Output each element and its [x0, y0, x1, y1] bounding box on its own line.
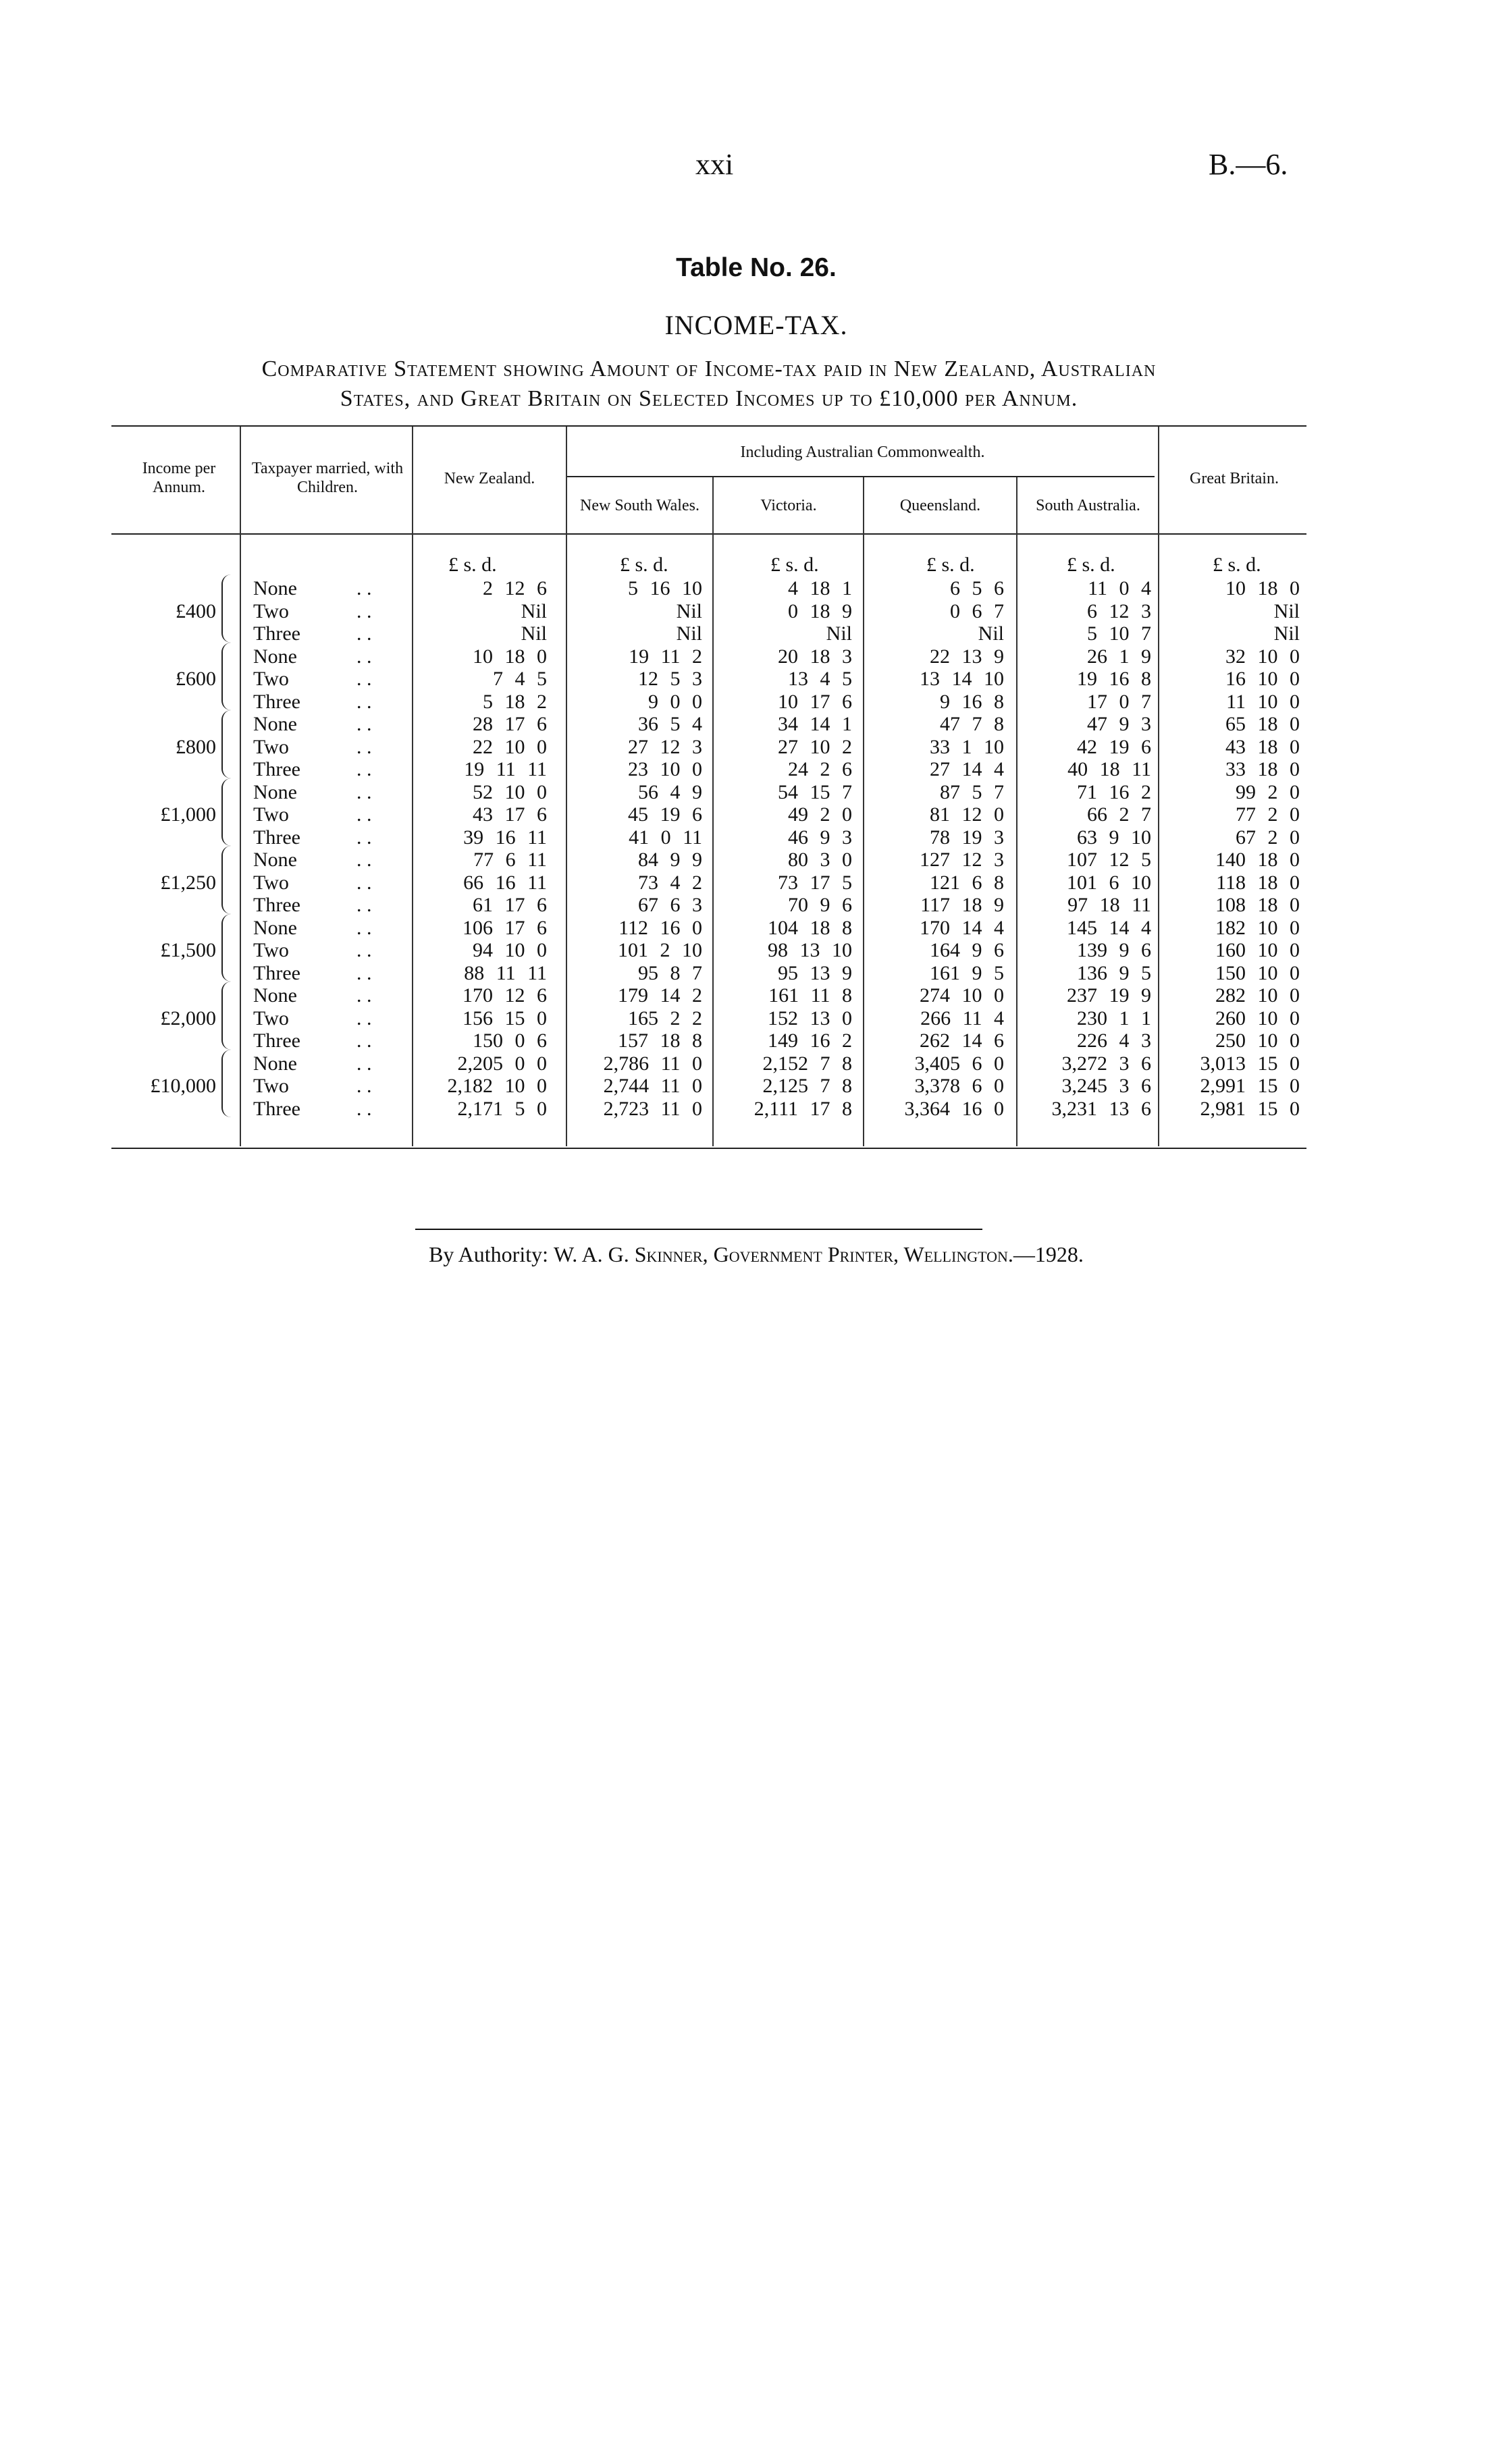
table-subtitle — [101, 354, 1317, 414]
amount-nsw: Nil — [676, 622, 702, 645]
amount-sa: 139 9 6 — [1077, 939, 1151, 961]
amount-nz: 28 17 6 — [473, 713, 547, 735]
amount-nsw: 101 2 10 — [618, 939, 702, 961]
children-label: Two — [253, 1075, 289, 1097]
leader-dots: . . — [356, 599, 372, 622]
amount-nz: 106 17 6 — [462, 916, 547, 939]
amount-gb: 77 2 0 — [1236, 803, 1300, 826]
amount-sa: 101 6 10 — [1067, 871, 1151, 894]
amount-nsw: 95 8 7 — [638, 961, 702, 984]
amount-nz: 94 10 0 — [473, 939, 547, 961]
leader-dots: . . — [356, 803, 372, 826]
col-divider-sa — [1158, 427, 1159, 1146]
document-reference: B.—6. — [1209, 148, 1288, 181]
amount-gb: 11 10 0 — [1226, 690, 1300, 713]
income-label: £2,000 — [160, 1007, 216, 1029]
amount-vic: 54 15 7 — [778, 780, 852, 803]
amount-nz: 2,182 10 0 — [447, 1075, 547, 1097]
amount-vic: 46 9 3 — [788, 826, 852, 849]
table-number: Table No. 26. — [676, 253, 837, 282]
unit-label-gb: £ s. d. — [1213, 554, 1261, 576]
amount-gb: 33 18 0 — [1225, 758, 1300, 780]
amount-vic: 104 18 8 — [768, 916, 852, 939]
amount-qld: Nil — [978, 622, 1004, 645]
amount-vic: 34 14 1 — [778, 713, 852, 735]
leader-dots: . . — [356, 735, 372, 758]
leader-dots: . . — [356, 645, 372, 668]
amount-sa: 5 10 7 — [1087, 622, 1151, 645]
amount-qld: 127 12 3 — [920, 849, 1004, 871]
col-divider-vic — [863, 477, 864, 1146]
children-label: Two — [253, 939, 289, 961]
leader-dots: . . — [356, 668, 372, 690]
unit-label-nsw: £ s. d. — [620, 554, 668, 576]
amount-qld: 170 14 4 — [920, 916, 1004, 939]
header-victoria: Victoria. — [760, 497, 817, 514]
children-label: None — [253, 645, 297, 668]
amount-gb: 150 10 0 — [1215, 961, 1300, 984]
amount-nz: 43 17 6 — [473, 803, 547, 826]
amount-nz: 22 10 0 — [473, 735, 547, 758]
leader-dots: . . — [356, 916, 372, 939]
header-queensland: Queensland. — [899, 497, 981, 514]
table-heading: INCOME-TAX. — [664, 310, 848, 340]
header-income: Income per Annum. — [142, 460, 216, 496]
amount-nz: 156 15 0 — [462, 1007, 547, 1029]
amount-nsw: 2,744 11 0 — [603, 1075, 702, 1097]
unit-label-qld: £ s. d. — [926, 554, 975, 576]
amount-nsw: 23 10 0 — [628, 758, 702, 780]
amount-nsw: 27 12 3 — [628, 735, 702, 758]
amount-vic: 95 13 9 — [778, 961, 852, 984]
amount-sa: 107 12 5 — [1067, 849, 1151, 871]
group-brace — [221, 1050, 236, 1118]
amount-sa: 19 16 8 — [1077, 668, 1151, 690]
amount-nz: 52 10 0 — [473, 780, 547, 803]
amount-nsw: 41 0 11 — [629, 826, 702, 849]
income-label: £10,000 — [150, 1075, 216, 1097]
income-label: £1,500 — [160, 939, 216, 961]
amount-qld: 87 5 7 — [940, 780, 1004, 803]
amount-nz: 19 11 11 — [464, 758, 547, 780]
amount-sa: 145 14 4 — [1067, 916, 1151, 939]
amount-gb: Nil — [1273, 599, 1300, 622]
leader-dots: . . — [356, 961, 372, 984]
leader-dots: . . — [356, 894, 372, 916]
children-label: None — [253, 849, 297, 871]
amount-vic: 24 2 6 — [788, 758, 852, 780]
group-brace — [221, 982, 236, 1050]
amount-gb: 140 18 0 — [1215, 849, 1300, 871]
group-brace — [221, 846, 236, 914]
children-label: None — [253, 577, 297, 599]
amount-vic: 98 13 10 — [768, 939, 852, 961]
amount-sa: 3,272 3 6 — [1061, 1052, 1151, 1075]
amount-nsw: 84 9 9 — [638, 849, 702, 871]
amount-nsw: 112 16 0 — [618, 916, 702, 939]
header-bottom-rule — [111, 533, 1306, 535]
amount-sa: 226 4 3 — [1077, 1029, 1151, 1052]
amount-gb: 43 18 0 — [1225, 735, 1300, 758]
amount-sa: 6 12 3 — [1087, 599, 1151, 622]
amount-gb: 160 10 0 — [1215, 939, 1300, 961]
amount-qld: 266 11 4 — [920, 1007, 1004, 1029]
amount-nz: 7 4 5 — [493, 668, 547, 690]
children-label: Two — [253, 599, 289, 622]
amount-sa: 237 19 9 — [1067, 984, 1151, 1007]
group-brace — [221, 643, 236, 711]
leader-dots: . . — [356, 758, 372, 780]
children-label: Three — [253, 826, 300, 849]
table-bottom-rule — [111, 1148, 1306, 1149]
amount-qld: 274 10 0 — [920, 984, 1004, 1007]
amount-vic: 152 13 0 — [768, 1007, 852, 1029]
amount-nsw: 165 2 2 — [628, 1007, 702, 1029]
amount-sa: 71 16 2 — [1077, 780, 1151, 803]
amount-nsw: 5 16 10 — [628, 577, 702, 599]
amount-vic: 10 17 6 — [778, 690, 852, 713]
amount-sa: 42 19 6 — [1077, 735, 1151, 758]
amount-nz: 2,171 5 0 — [457, 1097, 547, 1120]
amount-vic: 49 2 0 — [788, 803, 852, 826]
amount-qld: 164 9 6 — [930, 939, 1004, 961]
children-label: None — [253, 916, 297, 939]
amount-nsw: 56 4 9 — [638, 780, 702, 803]
children-label: Three — [253, 758, 300, 780]
amount-gb: 2,991 15 0 — [1200, 1075, 1300, 1097]
amount-nsw: 179 14 2 — [618, 984, 702, 1007]
children-label: Two — [253, 735, 289, 758]
income-label: £1,000 — [160, 803, 216, 826]
leader-dots: . . — [356, 871, 372, 894]
table-top-rule — [111, 425, 1306, 427]
amount-qld: 3,364 16 0 — [904, 1097, 1004, 1120]
amount-vic: 2,125 7 8 — [762, 1075, 852, 1097]
amount-gb: 108 18 0 — [1215, 894, 1300, 916]
leader-dots: . . — [356, 1075, 372, 1097]
amount-qld: 6 5 6 — [950, 577, 1004, 599]
amount-qld: 262 14 6 — [920, 1029, 1004, 1052]
leader-dots: . . — [356, 690, 372, 713]
leader-dots: . . — [356, 577, 372, 599]
amount-qld: 33 1 10 — [930, 735, 1004, 758]
amount-sa: 63 9 10 — [1077, 826, 1151, 849]
col-divider-nsw — [712, 477, 714, 1146]
amount-vic: 2,111 17 8 — [754, 1097, 852, 1120]
amount-sa: 47 9 3 — [1087, 713, 1151, 735]
children-label: None — [253, 1052, 297, 1075]
leader-dots: . . — [356, 849, 372, 871]
unit-label-vic: £ s. d. — [770, 554, 819, 576]
children-label: Three — [253, 1097, 300, 1120]
amount-nsw: Nil — [676, 599, 702, 622]
group-brace — [221, 710, 236, 778]
amount-gb: 10 18 0 — [1225, 577, 1300, 599]
amount-nz: 61 17 6 — [473, 894, 547, 916]
amount-nz: 170 12 6 — [462, 984, 547, 1007]
amount-qld: 117 18 9 — [920, 894, 1004, 916]
amount-gb: 250 10 0 — [1215, 1029, 1300, 1052]
group-rule — [567, 476, 1155, 477]
income-label: £1,250 — [160, 871, 216, 894]
amount-nz: 2,205 0 0 — [457, 1052, 547, 1075]
amount-sa: 66 2 7 — [1087, 803, 1151, 826]
header-taxpayer: Taxpayer married, with Children. — [251, 460, 404, 496]
amount-qld: 13 14 10 — [920, 668, 1004, 690]
unit-label-sa: £ s. d. — [1067, 554, 1115, 576]
amount-sa: 17 0 7 — [1087, 690, 1151, 713]
children-label: Two — [253, 668, 289, 690]
amount-qld: 9 16 8 — [940, 690, 1004, 713]
amount-sa: 11 0 4 — [1088, 577, 1151, 599]
amount-vic: 13 4 5 — [788, 668, 852, 690]
amount-sa: 3,231 13 6 — [1051, 1097, 1151, 1120]
amount-gb: 182 10 0 — [1215, 916, 1300, 939]
amount-gb: 32 10 0 — [1225, 645, 1300, 668]
children-label: Two — [253, 871, 289, 894]
amount-nz: 77 6 11 — [473, 849, 547, 871]
header-great-britain: Great Britain. — [1190, 470, 1279, 487]
amount-vic: 2,152 7 8 — [762, 1052, 852, 1075]
amount-qld: 0 6 7 — [950, 599, 1004, 622]
leader-dots: . . — [356, 622, 372, 645]
amount-nsw: 157 18 8 — [618, 1029, 702, 1052]
group-brace — [221, 778, 236, 847]
amount-nsw: 45 19 6 — [628, 803, 702, 826]
amount-nz: Nil — [521, 622, 547, 645]
amount-sa: 230 1 1 — [1077, 1007, 1151, 1029]
income-label: £600 — [176, 668, 216, 690]
amount-gb: Nil — [1273, 622, 1300, 645]
children-label: Two — [253, 1007, 289, 1029]
group-brace — [221, 574, 236, 643]
amount-gb: 99 2 0 — [1236, 780, 1300, 803]
amount-nz: 39 16 11 — [463, 826, 547, 849]
amount-gb: 65 18 0 — [1225, 713, 1300, 735]
amount-gb: 282 10 0 — [1215, 984, 1300, 1007]
subtitle-line-2: States, and Great Britain on Selected Incomes up to £10,000 per Annum. — [340, 386, 1078, 411]
children-label: None — [253, 780, 297, 803]
amount-vic: 20 18 3 — [778, 645, 852, 668]
leader-dots: . . — [356, 984, 372, 1007]
header-nsw: New South Wales. — [580, 497, 699, 514]
amount-vic: Nil — [826, 622, 852, 645]
amount-sa: 40 18 11 — [1067, 758, 1151, 780]
amount-nsw: 19 11 2 — [629, 645, 702, 668]
amount-nz: 10 18 0 — [473, 645, 547, 668]
children-label: None — [253, 984, 297, 1007]
amount-qld: 161 9 5 — [930, 961, 1004, 984]
children-label: Three — [253, 1029, 300, 1052]
amount-vic: 80 3 0 — [788, 849, 852, 871]
group-brace — [221, 914, 236, 982]
amount-qld: 81 12 0 — [930, 803, 1004, 826]
amount-qld: 47 7 8 — [940, 713, 1004, 735]
amount-nz: 66 16 11 — [463, 871, 547, 894]
amount-nsw: 12 5 3 — [638, 668, 702, 690]
amount-nsw: 67 6 3 — [638, 894, 702, 916]
amount-nz: 88 11 11 — [464, 961, 547, 984]
amount-sa: 26 1 9 — [1087, 645, 1151, 668]
children-label: Three — [253, 622, 300, 645]
leader-dots: . . — [356, 1029, 372, 1052]
amount-vic: 0 18 9 — [788, 599, 852, 622]
footer-prefix: By Authority: — [429, 1242, 548, 1266]
header-new-zealand: New Zealand. — [444, 470, 535, 487]
children-label: Two — [253, 803, 289, 826]
footer-rule — [415, 1229, 982, 1230]
amount-gb: 3,013 15 0 — [1200, 1052, 1300, 1075]
children-label: Three — [253, 690, 300, 713]
amount-sa: 97 18 11 — [1067, 894, 1151, 916]
amount-nsw: 9 0 0 — [648, 690, 702, 713]
header-australian-group: Including Australian Commonwealth. — [740, 444, 985, 461]
amount-nz: 5 18 2 — [483, 690, 547, 713]
amount-sa: 3,245 3 6 — [1061, 1075, 1151, 1097]
amount-nz: 150 0 6 — [473, 1029, 547, 1052]
amount-vic: 161 11 8 — [768, 984, 852, 1007]
amount-qld: 121 6 8 — [930, 871, 1004, 894]
leader-dots: . . — [356, 1052, 372, 1075]
amount-qld: 78 19 3 — [930, 826, 1004, 849]
amount-vic: 70 9 6 — [788, 894, 852, 916]
amount-vic: 149 16 2 — [768, 1029, 852, 1052]
amount-qld: 3,405 6 0 — [914, 1052, 1004, 1075]
footer-imprint — [135, 1242, 1377, 1267]
leader-dots: . . — [356, 1097, 372, 1120]
income-label: £400 — [176, 599, 216, 622]
subtitle-line-1: Comparative Statement showing Amount of Income-tax paid in New Zealand, Australian — [261, 356, 1157, 381]
amount-nsw: 36 5 4 — [638, 713, 702, 735]
amount-gb: 260 10 0 — [1215, 1007, 1300, 1029]
leader-dots: . . — [356, 780, 372, 803]
amount-nz: Nil — [521, 599, 547, 622]
leader-dots: . . — [356, 826, 372, 849]
amount-nsw: 73 4 2 — [638, 871, 702, 894]
unit-label-nz: £ s. d. — [448, 554, 497, 576]
leader-dots: . . — [356, 713, 372, 735]
footer-printer: W. A. G. Skinner, Government Printer, Wellington.—1928. — [553, 1242, 1084, 1266]
page-number: xxi — [695, 148, 734, 181]
amount-qld: 3,378 6 0 — [914, 1075, 1004, 1097]
children-label: None — [253, 713, 297, 735]
amount-nz: 2 12 6 — [483, 577, 547, 599]
amount-gb: 16 10 0 — [1225, 668, 1300, 690]
amount-vic: 27 10 2 — [778, 735, 852, 758]
leader-dots: . . — [356, 939, 372, 961]
amount-gb: 67 2 0 — [1236, 826, 1300, 849]
leader-dots: . . — [356, 1007, 372, 1029]
col-divider-income — [240, 427, 241, 1146]
amount-nsw: 2,723 11 0 — [603, 1097, 702, 1120]
children-label: Three — [253, 961, 300, 984]
amount-nsw: 2,786 11 0 — [603, 1052, 702, 1075]
amount-qld: 22 13 9 — [930, 645, 1004, 668]
header-south-australia: South Australia. — [1036, 497, 1140, 514]
amount-qld: 27 14 4 — [930, 758, 1004, 780]
children-label: Three — [253, 894, 300, 916]
amount-sa: 136 9 5 — [1077, 961, 1151, 984]
amount-gb: 118 18 0 — [1216, 871, 1300, 894]
amount-vic: 73 17 5 — [778, 871, 852, 894]
income-label: £800 — [176, 735, 216, 758]
amount-vic: 4 18 1 — [788, 577, 852, 599]
amount-gb: 2,981 15 0 — [1200, 1097, 1300, 1120]
